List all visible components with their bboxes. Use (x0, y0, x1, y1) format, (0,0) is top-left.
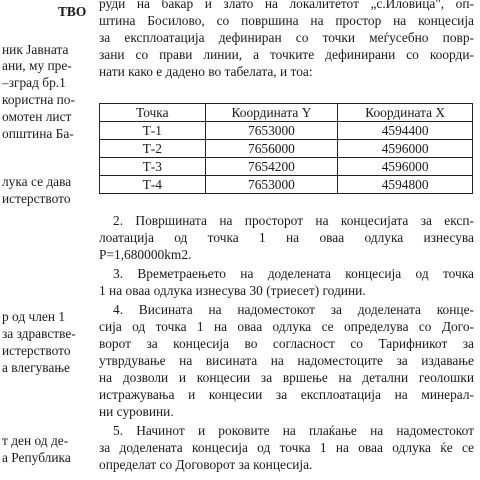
paragraph-5-line: 5. Начинот и роковите на плаќање на надоместокот (113, 423, 474, 438)
intro-line: зани со прави линии, а точките дефинирани со коорди- (99, 47, 474, 62)
paragraph-4-line: на дозволи и концесии за вршење на детални геолошки (99, 370, 474, 385)
left-line: а влегување (2, 360, 70, 375)
left-line: лука се дава (2, 174, 72, 189)
left-column-clipped (0, 0, 86, 480)
left-line: истерството (2, 343, 71, 358)
left-line: омотен лист (2, 109, 72, 124)
intro-line: штина Босилово, со површина на простор на концесија (99, 13, 474, 28)
paragraph-4-line: утврдување на висината на надоместоците за издавање (99, 353, 474, 368)
left-line: а Република (2, 450, 71, 465)
column-header: Точка (100, 104, 206, 122)
left-line: за здравстве- (2, 326, 76, 341)
paragraph-2-line: P=1,680000km2. (99, 247, 192, 262)
left-line: ник Јавната (2, 42, 69, 57)
column-header: Координата Y (205, 104, 338, 122)
left-line: општина Ба- (2, 126, 74, 141)
coordinates-table (99, 103, 473, 194)
left-line: р од член 1 (2, 309, 66, 324)
paragraph-5-line: определат со Договорот за концесија. (99, 457, 313, 472)
left-line: истерството (2, 191, 71, 206)
table-cell: 4594800 (338, 176, 473, 194)
left-heading: ТВО (58, 4, 86, 19)
paragraph-5-line: за доделената концесија од точка 1 на оваа одлука ќе се (99, 440, 474, 455)
table-cell: 7656000 (205, 140, 338, 158)
column-header: Координата X (338, 104, 473, 122)
paragraph-3-line: 1 на оваа одлука изнесува 30 (триесет) години. (99, 283, 366, 298)
intro-line: руди на бакар и злато на локалитетот „с.Иловица", оп- (99, 0, 474, 11)
paragraph-4-line: 4. Висината на надоместокот за доделената конце- (113, 302, 474, 317)
table-cell: Т-3 (100, 158, 206, 176)
table-cell: 4596000 (338, 158, 473, 176)
intro-line: за експлоатација дефиниран со точки меѓусебно повр- (99, 30, 474, 45)
paragraph-4-line: ворот за концесија во согласност со Тарифникот за (99, 336, 474, 351)
table-cell: 7654200 (205, 158, 338, 176)
table-row (100, 122, 473, 140)
paragraph-4-line: истражувања и концесии за експлоатација на минерал- (99, 387, 474, 402)
table-cell: Т-1 (100, 122, 206, 140)
table-cell: 4594400 (338, 122, 473, 140)
table-row (100, 140, 473, 158)
table-cell: Т-2 (100, 140, 206, 158)
main-column (99, 0, 474, 480)
table-cell: 7653000 (205, 122, 338, 140)
table-cell: 4596000 (338, 140, 473, 158)
left-line: користна по- (2, 92, 75, 107)
table-row (100, 158, 473, 176)
table-row (100, 176, 473, 194)
intro-line: нати како е дадено во табелата, и тоа: (99, 64, 313, 79)
table-cell: 7653000 (205, 176, 338, 194)
paragraph-2-line: 2. Површината на просторот на концесијата за експ- (113, 213, 474, 228)
paragraph-4-line: сија од точка 1 на оваа одлука се определува со Дого- (99, 319, 474, 334)
table-cell: Т-4 (100, 176, 206, 194)
table-header-row (100, 104, 473, 122)
paragraph-2-line: лоатација од точка 1 на оваа одлука изнесува (99, 230, 474, 245)
left-line: ани, му пре- (2, 58, 72, 73)
paragraph-3-line: 3. Времетраењето на доделената концесија од точка (113, 266, 474, 281)
paragraph-4-line: ни суровини. (99, 404, 174, 419)
left-line: т ден од де- (2, 433, 69, 448)
left-line: –зград бр.1 (2, 75, 66, 90)
